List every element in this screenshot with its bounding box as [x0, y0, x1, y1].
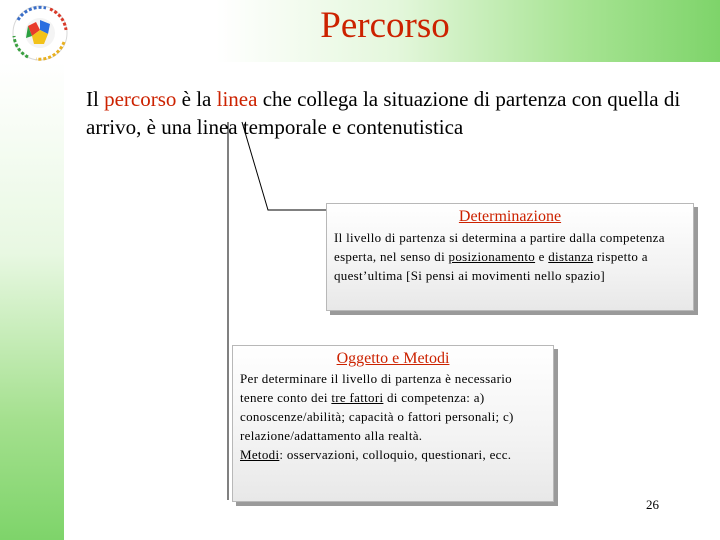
determinazione-text	[327, 226, 693, 285]
determinazione-link1: posizionamento	[448, 249, 536, 264]
oggetto-text3: : osservazioni, colloquio, questionari, ecc.	[279, 447, 512, 462]
intro-part3: che collega la situazione di partenza con quella di arrivo, è una linea temporale e contenutistica	[86, 87, 681, 139]
intro-text	[86, 85, 706, 141]
oggetto-text1: Per determinare il livello di partenza è necessario tenere conto dei	[240, 371, 512, 405]
oggetto-metodi-title: Oggetto e Metodi	[336, 350, 450, 367]
determinazione-title: Determinazione	[458, 208, 562, 225]
oggetto-link1: tre fattori	[331, 390, 384, 405]
determinazione-text2: e	[535, 249, 549, 264]
intro-part2: è la	[176, 87, 217, 111]
page-number: 26	[646, 497, 659, 512]
term-linea: linea	[216, 87, 258, 111]
determinazione-text1: Il livello di partenza si determina a partire dalla competenza esperta, nel senso di	[334, 230, 665, 264]
oggetto-link2: Metodi	[240, 447, 280, 462]
slide-title: Percorso	[320, 5, 450, 46]
determinazione-link2: distanza	[548, 249, 594, 264]
left-band	[0, 62, 64, 540]
determinazione-text3: rispetto a quest’ultima [Si pensi ai movimenti nello spazio]	[334, 249, 648, 283]
oggetto-text2: di competenza: a) conoscenze/abilità; capacità o fattori personali; c) relazione/adattamento alla realtà.	[240, 390, 514, 443]
oggetto-metodi-text	[233, 368, 553, 464]
term-percorso: percorso	[104, 87, 177, 111]
oggetto-metodi-box	[232, 345, 554, 502]
determinazione-box	[326, 203, 694, 311]
intro-part1: Il	[86, 87, 105, 111]
